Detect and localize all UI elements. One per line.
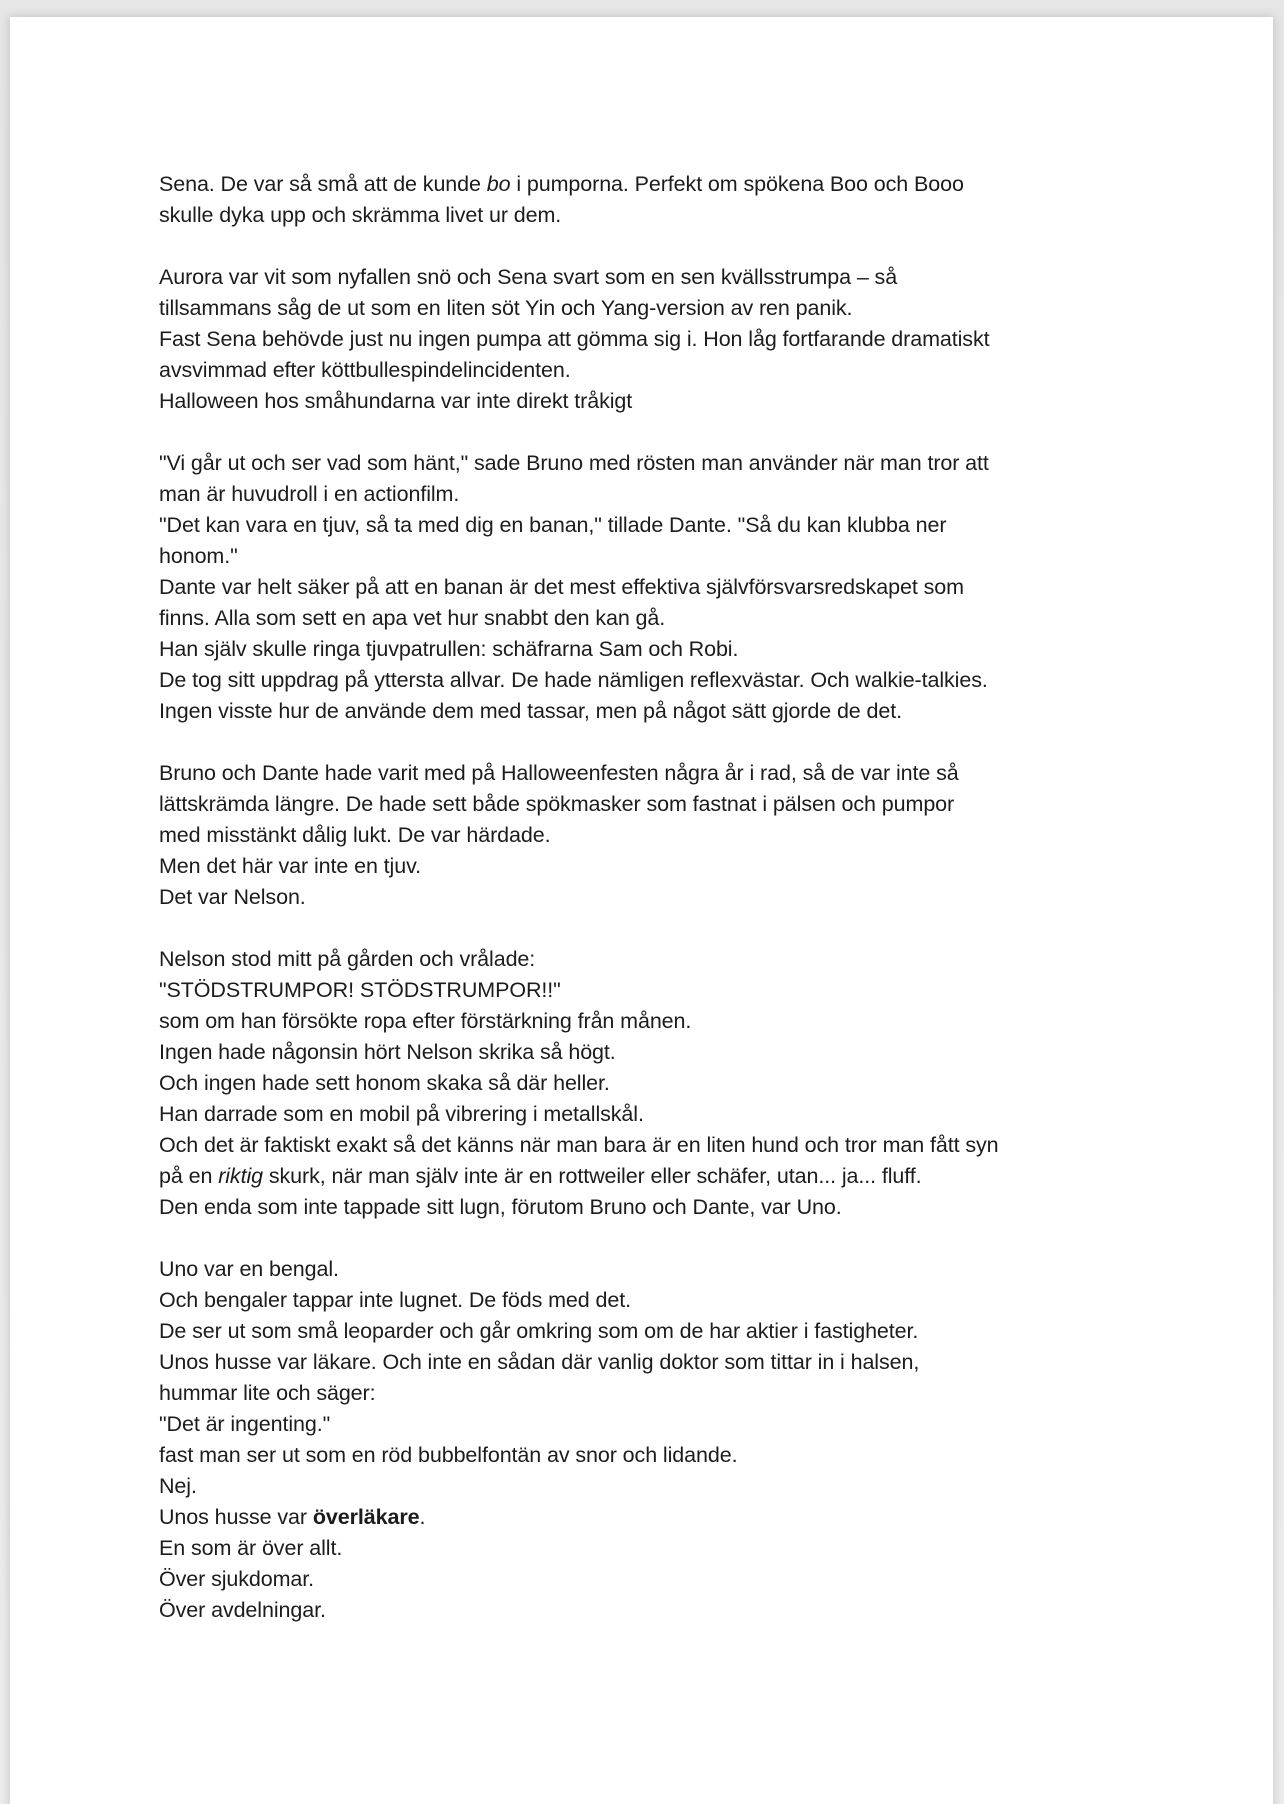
text-line: [159, 1409, 1159, 1440]
text-segment: med misstänkt dålig lukt. De var härdade.: [159, 823, 551, 847]
text-line: [159, 262, 1159, 293]
document-body: [159, 169, 1159, 1626]
text-segment: Den enda som inte tappade sitt lugn, förutom Bruno och Dante, var Uno.: [159, 1195, 842, 1219]
text-segment: honom.": [159, 544, 238, 568]
text-line: [159, 1037, 1159, 1068]
bold-text: överläkare: [312, 1505, 420, 1529]
text-segment: finns. Alla som sett en apa vet hur snabbt den kan gå.: [159, 606, 666, 630]
text-line: [159, 603, 1159, 634]
blank-line: [159, 231, 1159, 262]
italic-text: riktig: [218, 1164, 263, 1188]
text-line: [159, 1192, 1159, 1223]
text-line: [159, 1471, 1159, 1502]
text-segment: på en: [159, 1164, 219, 1188]
text-line: [159, 541, 1159, 572]
text-segment: Uno var en bengal.: [159, 1257, 339, 1281]
blank-line: [159, 727, 1159, 758]
document-page[interactable]: [10, 17, 1273, 1804]
text-segment: De tog sitt uppdrag på yttersta allvar. De hade nämligen reflexvästar. Och walkie-talkies.: [159, 668, 988, 692]
text-segment: hummar lite och säger:: [159, 1381, 376, 1405]
text-line: [159, 200, 1159, 231]
text-segment: Det var Nelson.: [159, 885, 306, 909]
text-line: [159, 1285, 1159, 1316]
text-segment: Och det är faktiskt exakt så det känns när man bara är en liten hund och tror man fått syn: [159, 1133, 999, 1157]
text-segment: "STÖDSTRUMPOR! STÖDSTRUMPOR!!": [159, 978, 561, 1002]
text-segment: Bruno och Dante hade varit med på Halloweenfesten några år i rad, så de var inte så: [159, 761, 959, 785]
text-segment: Aurora var vit som nyfallen snö och Sena svart som en sen kvällsstrumpa – så: [159, 265, 898, 289]
text-segment: "Vi går ut och ser vad som hänt," sade Bruno med rösten man använder när man tror att: [159, 451, 989, 475]
text-line: [159, 479, 1159, 510]
text-segment: som om han försökte ropa efter förstärkning från månen.: [159, 1009, 692, 1033]
text-line: [159, 1440, 1159, 1471]
text-segment: Och ingen hade sett honom skaka så där heller.: [159, 1071, 610, 1095]
text-line: [159, 1316, 1159, 1347]
text-segment: "Det är ingenting.": [159, 1412, 331, 1436]
text-segment: avsvimmad efter köttbullespindelincidenten.: [159, 358, 571, 382]
text-line: [159, 1502, 1159, 1533]
text-line: [159, 572, 1159, 603]
text-segment: tillsammans såg de ut som en liten söt Yin och Yang-version av ren panik.: [159, 296, 853, 320]
text-line: [159, 1595, 1159, 1626]
text-line: [159, 696, 1159, 727]
text-line: [159, 169, 1159, 200]
text-line: [159, 789, 1159, 820]
text-segment: Över sjukdomar.: [159, 1567, 315, 1591]
text-line: [159, 355, 1159, 386]
text-segment: "Det kan vara en tjuv, så ta med dig en banan," tillade Dante. "Så du kan klubba ner: [159, 513, 947, 537]
text-segment: Ingen hade någonsin hört Nelson skrika så högt.: [159, 1040, 616, 1064]
text-segment: Nelson stod mitt på gården och vrålade:: [159, 947, 536, 971]
text-segment: Han darrade som en mobil på vibrering i metallskål.: [159, 1102, 644, 1126]
text-line: [159, 1533, 1159, 1564]
text-line: [159, 665, 1159, 696]
text-line: [159, 386, 1159, 417]
text-segment: En som är över allt.: [159, 1536, 343, 1560]
text-line: [159, 1099, 1159, 1130]
text-line: [159, 324, 1159, 355]
text-line: [159, 851, 1159, 882]
text-segment: Dante var helt säker på att en banan är det mest effektiva självförsvarsredskapet som: [159, 575, 964, 599]
text-line: [159, 1006, 1159, 1037]
blank-line: [159, 417, 1159, 448]
text-line: [159, 1564, 1159, 1595]
text-segment: skurk, när man själv inte är en rottweiler eller schäfer, utan... ja... fluff.: [262, 1164, 922, 1188]
text-segment: Över avdelningar.: [159, 1598, 326, 1622]
text-line: [159, 1347, 1159, 1378]
text-line: [159, 1378, 1159, 1409]
text-segment: Unos husse var läkare. Och inte en sådan där vanlig doktor som tittar in i halsen,: [159, 1350, 920, 1374]
text-line: [159, 448, 1159, 479]
text-line: [159, 1161, 1159, 1192]
text-segment: Och bengaler tappar inte lugnet. De föds med det.: [159, 1288, 631, 1312]
text-line: [159, 1130, 1159, 1161]
text-line: [159, 1068, 1159, 1099]
text-line: [159, 1254, 1159, 1285]
text-segment: De ser ut som små leoparder och går omkring som om de har aktier i fastigheter.: [159, 1319, 919, 1343]
blank-line: [159, 913, 1159, 944]
italic-text: bo: [486, 172, 511, 196]
text-line: [159, 944, 1159, 975]
text-segment: lättskrämda längre. De hade sett både spökmasker som fastnat i pälsen och pumpor: [159, 792, 955, 816]
text-segment: Men det här var inte en tjuv.: [159, 854, 422, 878]
text-line: [159, 975, 1159, 1006]
text-line: [159, 510, 1159, 541]
text-segment: .: [419, 1505, 426, 1529]
text-line: [159, 882, 1159, 913]
text-segment: man är huvudroll i en actionfilm.: [159, 482, 460, 506]
text-line: [159, 820, 1159, 851]
blank-line: [159, 1223, 1159, 1254]
text-line: [159, 293, 1159, 324]
text-segment: i pumporna. Perfekt om spökena Boo och Booo: [510, 172, 964, 196]
text-segment: Ingen visste hur de använde dem med tassar, men på något sätt gjorde de det.: [159, 699, 902, 723]
text-segment: Nej.: [159, 1474, 197, 1498]
text-segment: Unos husse var: [159, 1505, 313, 1529]
text-segment: fast man ser ut som en röd bubbelfontän av snor och lidande.: [159, 1443, 738, 1467]
text-line: [159, 758, 1159, 789]
text-line: [159, 634, 1159, 665]
text-segment: Sena. De var så små att de kunde: [159, 172, 487, 196]
text-segment: Fast Sena behövde just nu ingen pumpa att gömma sig i. Hon låg fortfarande dramatiskt: [159, 327, 990, 351]
text-segment: Halloween hos småhundarna var inte direkt tråkigt: [159, 389, 633, 413]
text-segment: Han själv skulle ringa tjuvpatrullen: schäfrarna Sam och Robi.: [159, 637, 739, 661]
text-segment: skulle dyka upp och skrämma livet ur dem.: [159, 203, 562, 227]
